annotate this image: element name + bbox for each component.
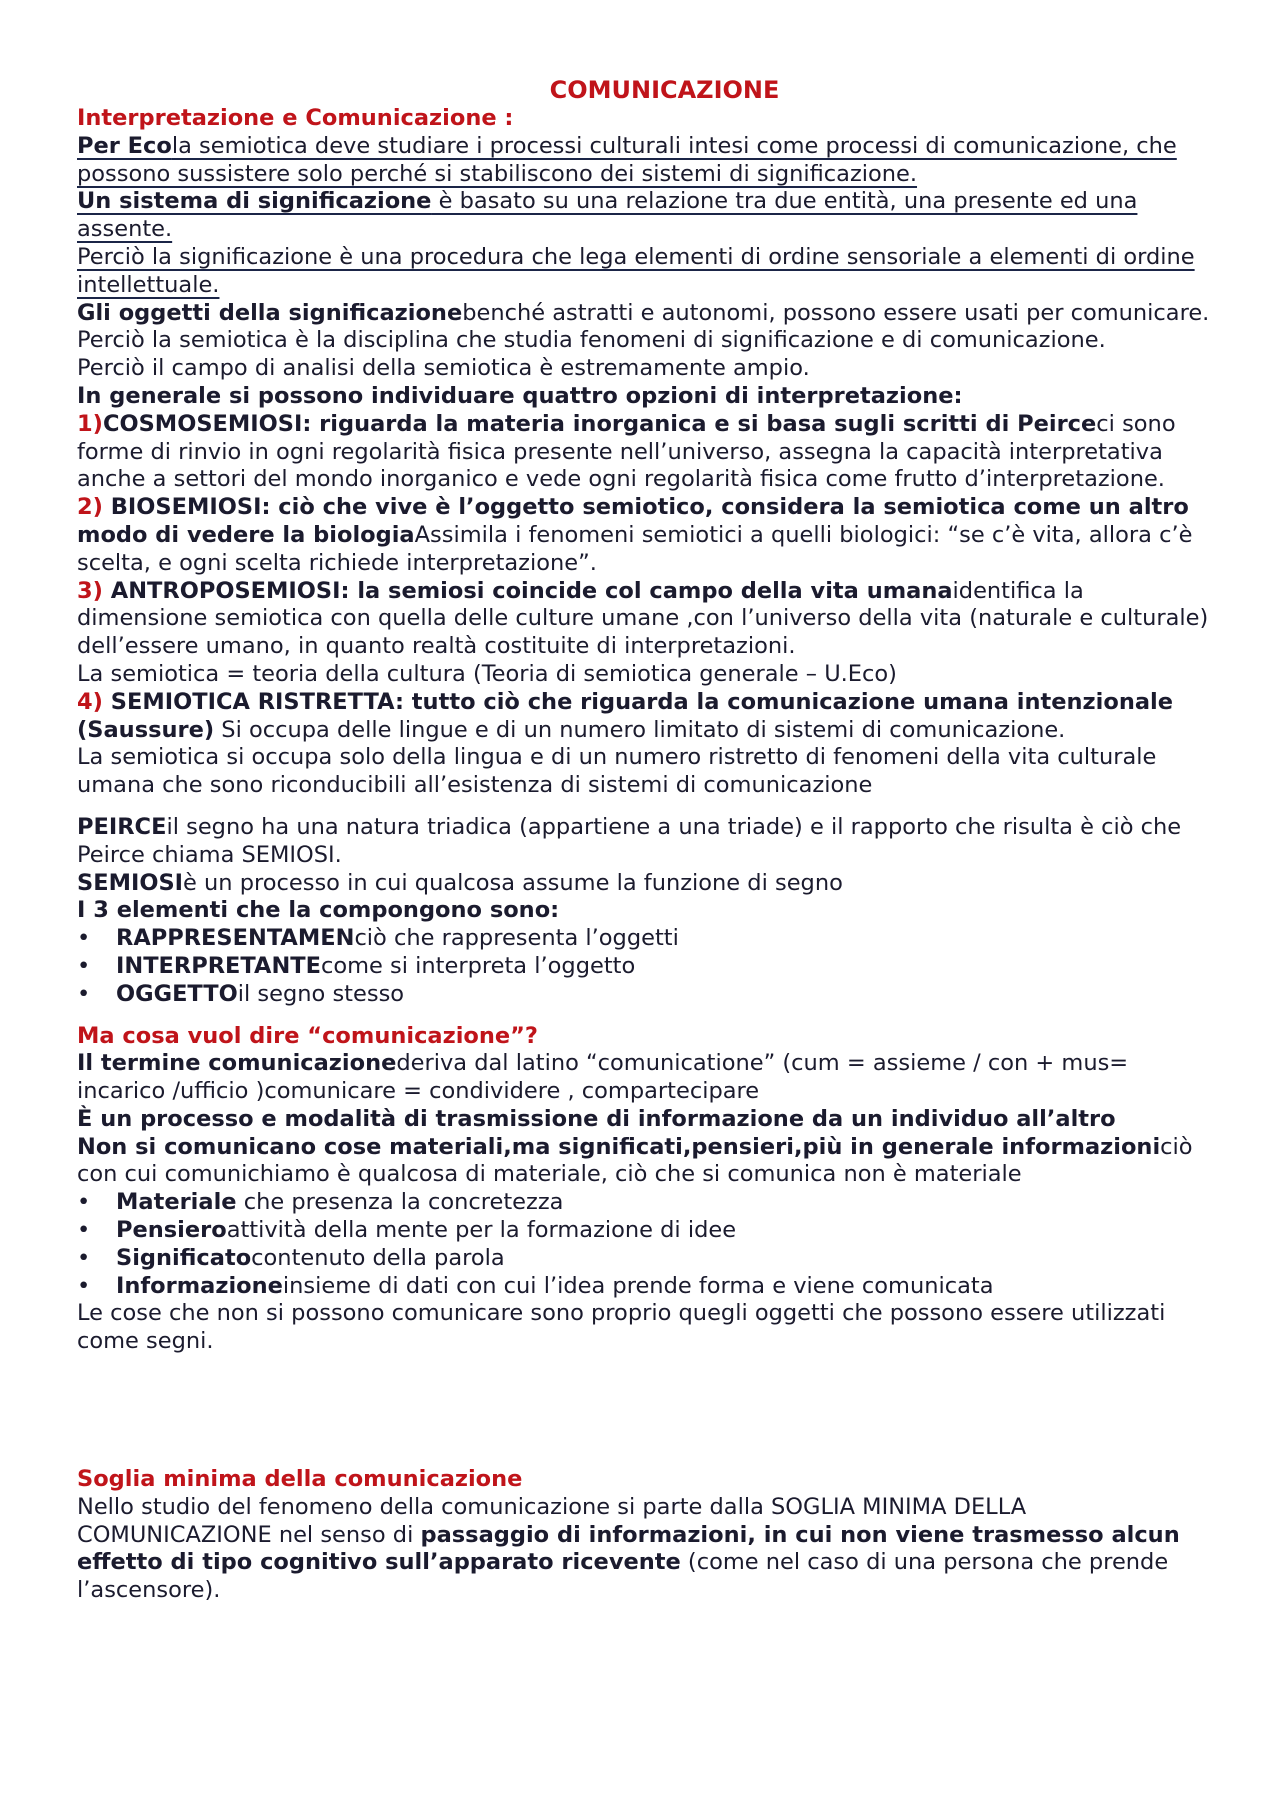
option-biosemiosi — [77, 494, 1212, 577]
bold-term: INTERPRETANTE — [116, 952, 321, 979]
elements-list — [77, 925, 1212, 1008]
paragraph-text: è basato su una relazione tra due entità, una presente ed una assente. — [77, 188, 1138, 243]
item-text: ciò che rappresenta l’oggetti — [354, 925, 679, 952]
item-text: come si interpreta l’oggetto — [321, 952, 636, 979]
list-item — [77, 1217, 1212, 1245]
list-item — [77, 953, 1212, 981]
paragraph-text: (come nel caso di una persona che prende l’ascensore). — [77, 1549, 1169, 1604]
bold-term: Per Eco — [77, 132, 172, 159]
paragraph-text: benché astratti e autonomi, possono essere usati per comunicare. Perciò la semiotica è la disciplina che studia fenomeni di significazione e di comunicazione. — [77, 299, 1210, 354]
list-item — [77, 1273, 1212, 1301]
paragraph-peirce — [77, 814, 1212, 870]
bold-term: Significato — [116, 1244, 252, 1271]
bold-term: OGGETTO — [116, 980, 238, 1007]
list-item — [77, 925, 1212, 953]
paragraph-text: deriva dal latino “comunicatione” (cum = assieme / con + mus= incarico /ufficio )comunicare = condividere , compartecipare — [77, 1050, 1129, 1105]
paragraph-termine — [77, 1050, 1212, 1106]
paragraph-quattro-opzioni: In generale si possono individuare quattro opzioni di interpretazione: — [77, 382, 963, 409]
paragraph-sistema-significazione — [77, 188, 1212, 244]
spacer — [77, 800, 1212, 814]
option-text: Assimila i fenomeni semiotici a quelli biologici: “se c’è vita, allora c’è scelta, e ogni scelta richiede interpretazione”. — [77, 521, 1193, 576]
section-heading-comunicazione: Ma cosa vuol dire “comunicazione”? — [77, 1022, 538, 1049]
bold-term: Gli oggetti della significazione — [77, 299, 463, 326]
spacer — [77, 1009, 1212, 1023]
paragraph-per-eco — [77, 133, 1212, 189]
option-antroposemiosi — [77, 578, 1212, 661]
bold-term: Informazione — [116, 1272, 283, 1299]
item-text: insieme di dati con cui l’idea prende forma e viene comunicata — [282, 1272, 994, 1299]
paragraph-text: la semiotica deve studiare i processi culturali intesi come processi di comunicazione, che possono sussistere solo perché si stabiliscono dei sistemi di significazione. — [77, 132, 1177, 187]
list-item — [77, 1189, 1212, 1217]
list-item — [77, 981, 1212, 1009]
option-text: Si occupa delle lingue e di un numero limitato di sistemi di comunicazione. — [214, 716, 1066, 743]
item-text: contenuto della parola — [251, 1244, 505, 1271]
option-number: 1) — [77, 410, 103, 437]
paragraph-tre-elementi: I 3 elementi che la compongono sono: — [77, 897, 560, 924]
paragraph-text: ciò con cui comunichiamo è qualcosa di materiale, ciò che si comunica non è materiale — [77, 1133, 1193, 1188]
option-number: 3) — [77, 577, 103, 604]
option-number: 2) — [77, 494, 103, 521]
option-text: identifica la dimensione semiotica con quella delle culture umane ,con l’universo della vita (naturale e culturale) dell’essere umano, in quanto realtà costituite di interpretazioni. — [77, 577, 1209, 660]
bold-term: Un sistema di significazione — [77, 188, 432, 215]
document-body — [77, 75, 1212, 1605]
paragraph-significazione: Perciò la significazione è una procedura che lega elementi di ordine sensoriale a elementi di ordine intellettuale. — [77, 243, 1195, 298]
bold-term: passaggio di informazioni, in cui non viene trasmesso alcun effetto di tipo cognitivo sull’apparato ricevente — [77, 1521, 1180, 1576]
option-semiotica-ristretta — [77, 689, 1212, 745]
paragraph-teoria-cultura: La semiotica = teoria della cultura (Teoria di semiotica generale – U.Eco) — [77, 660, 897, 687]
item-text: che presenza la concretezza — [236, 1189, 564, 1216]
paragraph-non-si-comunicano — [77, 1134, 1212, 1190]
paragraph-processo: È un processo e modalità di trasmissione di informazione da un individuo all’altro — [77, 1105, 1116, 1132]
paragraph-soglia — [77, 1494, 1212, 1605]
bold-term: RAPPRESENTAMEN — [116, 925, 355, 952]
item-text: attività della mente per la formazione di idee — [226, 1217, 737, 1244]
option-text: ci sono forme di rinvio in ogni regolarità fisica presente nell’universo, assegna la capacità interpretativa anche a settori del mondo inorganico e vede ogni regolarità fisica come frutto d’interpretazione. — [77, 410, 1176, 493]
paragraph-oggetti — [77, 300, 1212, 356]
bold-term: Il termine comunicazione — [77, 1050, 397, 1077]
paragraph-text: Nello studio del fenomeno della comunicazione si parte dalla SOGLIA MINIMA DELLA COMUNICAZIONE nel senso di — [77, 1493, 1027, 1548]
paragraph-text: il segno ha una natura triadica (appartiene a una triade) e il rapporto che risulta è ciò che Peirce chiama SEMIOSI. — [77, 813, 1182, 868]
bold-term: Materiale — [116, 1189, 237, 1216]
bold-term: PEIRCE — [77, 813, 167, 840]
option-number: 4) — [77, 688, 103, 715]
page-title: COMUNICAZIONE — [549, 76, 780, 104]
paragraph-cose-non-comunicabili: Le cose che non si possono comunicare sono proprio quegli oggetti che possono essere utilizzati come segni. — [77, 1300, 1166, 1355]
bold-term: Pensiero — [116, 1217, 227, 1244]
paragraph-semiosi — [77, 870, 1212, 898]
section-heading-interpretazione: Interpretazione e Comunicazione : — [77, 105, 514, 131]
section-heading-soglia: Soglia minima della comunicazione — [77, 1466, 523, 1493]
option-title: ANTROPOSEMIOSI: la semiosi coincide col campo della vita umana — [102, 577, 953, 604]
concepts-list — [77, 1189, 1212, 1300]
list-item — [77, 1245, 1212, 1273]
item-text: il segno stesso — [237, 980, 405, 1007]
option-cosmosemiosi — [77, 411, 1212, 494]
option-title: BIOSEMIOSI: ciò che vive è l’oggetto semiotico, considera la semiotica come un altro modo di vedere la biologia — [77, 494, 1189, 548]
bold-term: SEMIOSI — [77, 869, 184, 896]
spacer — [77, 1356, 1212, 1466]
paragraph-campo-analisi: Perciò il campo di analisi della semiotica è estremamente ampio. — [77, 355, 810, 382]
paragraph-text: è un processo in cui qualcosa assume la funzione di segno — [183, 869, 843, 896]
paragraph-lingua: La semiotica si occupa solo della lingua e di un numero ristretto di fenomeni della vita culturale umana che sono riconducibili all’esistenza di sistemi di comunicazione — [77, 744, 1157, 799]
option-title: SEMIOTICA RISTRETTA: tutto ciò che riguarda la comunicazione umana intenzionale (Saussure) — [77, 688, 1173, 743]
option-title: COSMOSEMIOSI: riguarda la materia inorganica e si basa sugli scritti di Peirce — [102, 410, 1097, 437]
bold-term: Non si comunicano cose materiali,ma significati,pensieri,più in generale informazioni — [77, 1133, 1161, 1160]
